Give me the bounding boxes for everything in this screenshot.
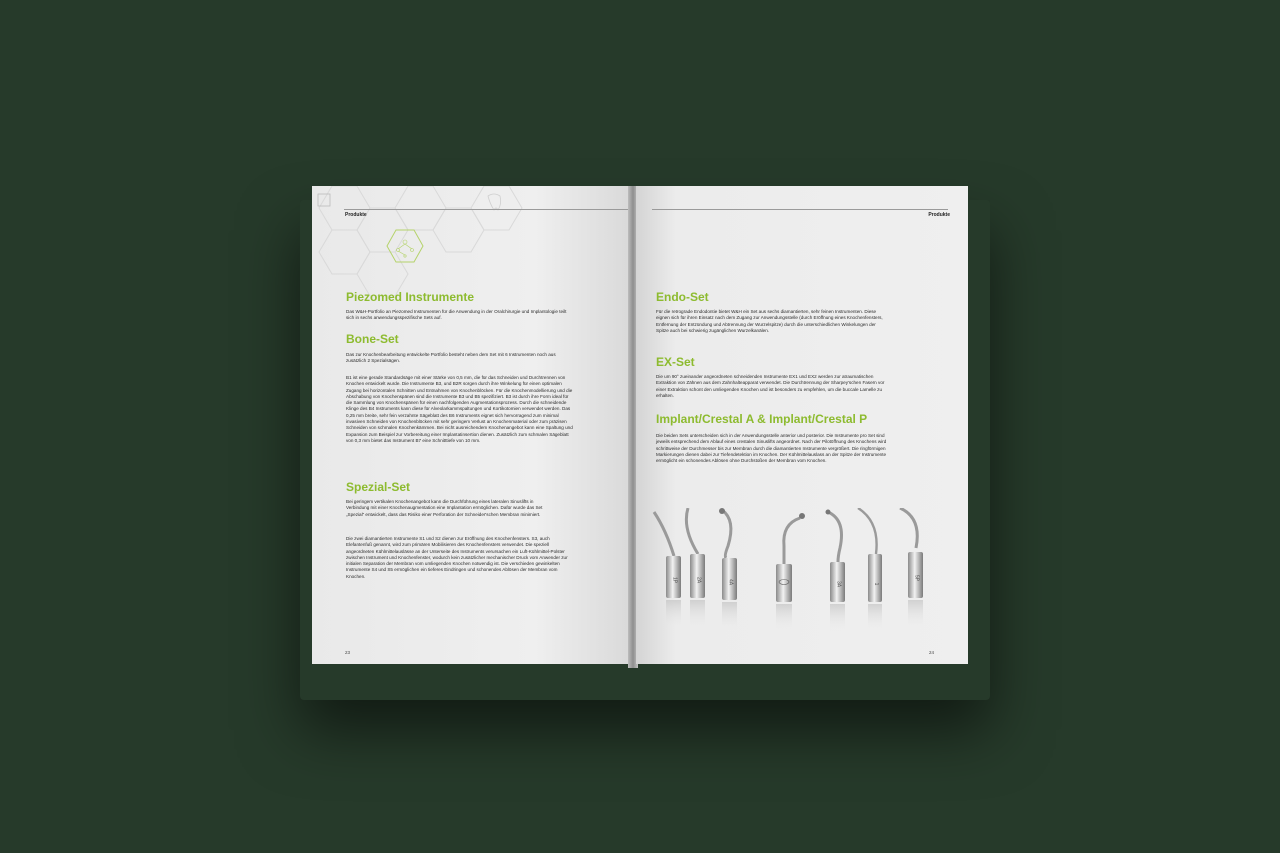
- intro-paragraph: Das W&H-Portfolio an Piezomed Instrumenten für die Anwendung in der Oralchirurgie und Implantologie teilt sich in sechs anwendungsspezifische Sets auf.: [346, 309, 567, 321]
- instrument-5: [826, 510, 846, 633]
- ex-set-paragraph: Die um 90° zueinander angeordneten schneidenden Instrumente EX1 und EX2 werden zur atraumatischen Extraktion von Zähnen aus dem Zahnhalteapparat verwendet. Die Durchtrennung der Sharpey'schen Fasern vor einer Extraktion schont den umliegenden Knochen und ist besonders zu empfehlen, um die buccale Lamelle zu erhalten.: [656, 374, 885, 398]
- instrument-3: [719, 508, 737, 632]
- page-header: Produkte: [345, 212, 367, 218]
- endo-set-title: Endo-Set: [656, 290, 709, 304]
- hexagon-pattern: [312, 186, 632, 296]
- instrument-label-1: 1P: [671, 576, 678, 584]
- instrument-label-6: 1: [873, 582, 879, 586]
- implant-set-title: Implant/Crestal A & Implant/Crestal P: [656, 412, 868, 426]
- instrument-label-2: 2A: [695, 576, 702, 584]
- section-title: Piezomed Instrumente: [346, 290, 475, 304]
- spezial-set-title: Spezial-Set: [346, 480, 411, 494]
- instrument-7: [900, 508, 923, 630]
- instrument-label-7: 5P: [913, 574, 920, 582]
- bone-set-paragraph-2: B1 ist eine gerade Standardsäge mit einer Stärke von 0,5 mm, die für das Schneiden und Durchtrennen von Knochen entwickelt wurde. Die Instrumente B3, und B2R sorgen durch ihre Winkelung für einen optimalen Zugang bei horizontalen Schnitten und Entnahmen von Knochenblöcken. Für die Knochenmodellierung und die Abschabung von Knochenspänen sind die Instrumente B3 und B5 spezifiziert. B3 ist durch ihre Form ideal für die Sammlung von Knochenspänen für einen nachfolgenden Augmentationsprozess. Durch die schneidende Klinge des B4 Instruments kann diese für Alveolarkammspaltungen und Kortikotomien verwendet werden. Das 0,25 mm breite, sehr fein verzahnte Sägeblatt des B6 Instruments eignet sich hervorragend zum minimal invasiven Schneiden von Knochenblöcken mit sehr geringem Verlust an Knochenmaterial oder zum präzisen Schneiden von schmalen Knochenkämmen. Bei nicht ausreichendem Knochenangebot kann eine Spaltung und Expansion zum Beispiel zur Vorbereitung einer Implantatinsertion dienen. Zusätzlich zum schmalen Sägeblatt von 0,3 mm bietet das Instrument B7 eine Schnitttiefe von 10 mm.: [346, 375, 573, 443]
- spezial-set-paragraph-1: Bei geringem vertikalen Knochenangebot kann die Durchführung eines lateralen Sinuslifts in Verbindung mit einer Knochenaugmentation eine Implantation ermöglichen. Dafür wurde das Set „Spezial“ entwickelt, dass das Risiko einer Perforation der Schneider'schen Membran minimiert.: [346, 499, 543, 517]
- page-header: Produkte: [928, 212, 950, 218]
- bone-set-title: Bone-Set: [346, 332, 399, 346]
- instrument-4: [776, 513, 805, 632]
- instrument-6: [858, 508, 882, 632]
- implant-set-paragraph: Die beiden Sets unterscheiden sich in der Anwendungsstelle anterior und posterior. Die Instrumente pro Set sind jeweils entsprechend dem Ablauf eines crestalen Sinuslifts angeordnet. Nach der Pilotöffnung des Knochens wird schrittweise der Durchmesser bis zur Membran durch die diamantierten Instrumente vergrößert. Die ringförmigen Markierungen dienen dabei zur Tiefendetektion im Knochen. Der Kühlmittelauslass an der Spitze der Instrumente ermöglicht ein schonendes Ablösen ohne Durchstoßen der Membran vom Knochen.: [656, 433, 887, 464]
- instrument-label-5: 3A: [835, 580, 842, 588]
- endo-set-paragraph: Für die retrograde Endodontie bietet W&H ein Set aus sechs diamantierten, sehr feinen Instrumenten. Diese eignen sich für ihren Einsatz nach dem Zugang zur Anwendungsstelle (durch Eröffnung eines Knochenfensters, Entfernung der Entzündung und Abtrennung der Wurzelspitze) durch die unterschiedlichen Winkelungen der Spitze auch bei schwierig zugänglichen Wurzelkanälen.: [656, 309, 883, 333]
- header-rule: [344, 209, 632, 210]
- page-number: 24: [928, 650, 934, 655]
- right-page: [636, 186, 968, 664]
- bone-set-paragraph-1: Das zur Knochenbearbeitung entwickelte Portfolio besteht neben dem Set mit 6 Instrumenten noch aus zusätzlich 2 Spezialsägen.: [346, 352, 556, 364]
- tooth-icon: [488, 194, 501, 210]
- ex-set-title: EX-Set: [656, 355, 695, 369]
- instrument-label-3: 4A: [727, 578, 734, 586]
- page-number: 23: [345, 650, 351, 655]
- instrument-1: [654, 512, 681, 630]
- left-page: [312, 186, 632, 664]
- spezial-set-paragraph-2: Die zwei diamantierten Instrumente S1 und S2 dienen zur Eröffnung des Knochenfensters. S3, auch Elefantenfuß genannt, wird zum primären Mobilisieren des Knochenfensters verwendet. Die speziell angeordneten Kühlmittelauslässe an der Unterseite des Instruments verursachen ein Luft-Kühlmittel-Polster zwischen Instrument und Knochenfenster, wodurch kein zusätzlicher mechanischer Druck vom Anwender zur initialen Separation der Membran vom umliegenden Knochen notwendig ist. Die verschieden gewinkelten Instrumente S4 und S5 ermöglichen ein tieferes Eindringen und schonendes Ablösen der Membran vom Knochen.: [346, 536, 568, 579]
- instrument-photo: [646, 508, 946, 648]
- header-rule: [652, 209, 948, 210]
- instrument-2: [686, 508, 705, 630]
